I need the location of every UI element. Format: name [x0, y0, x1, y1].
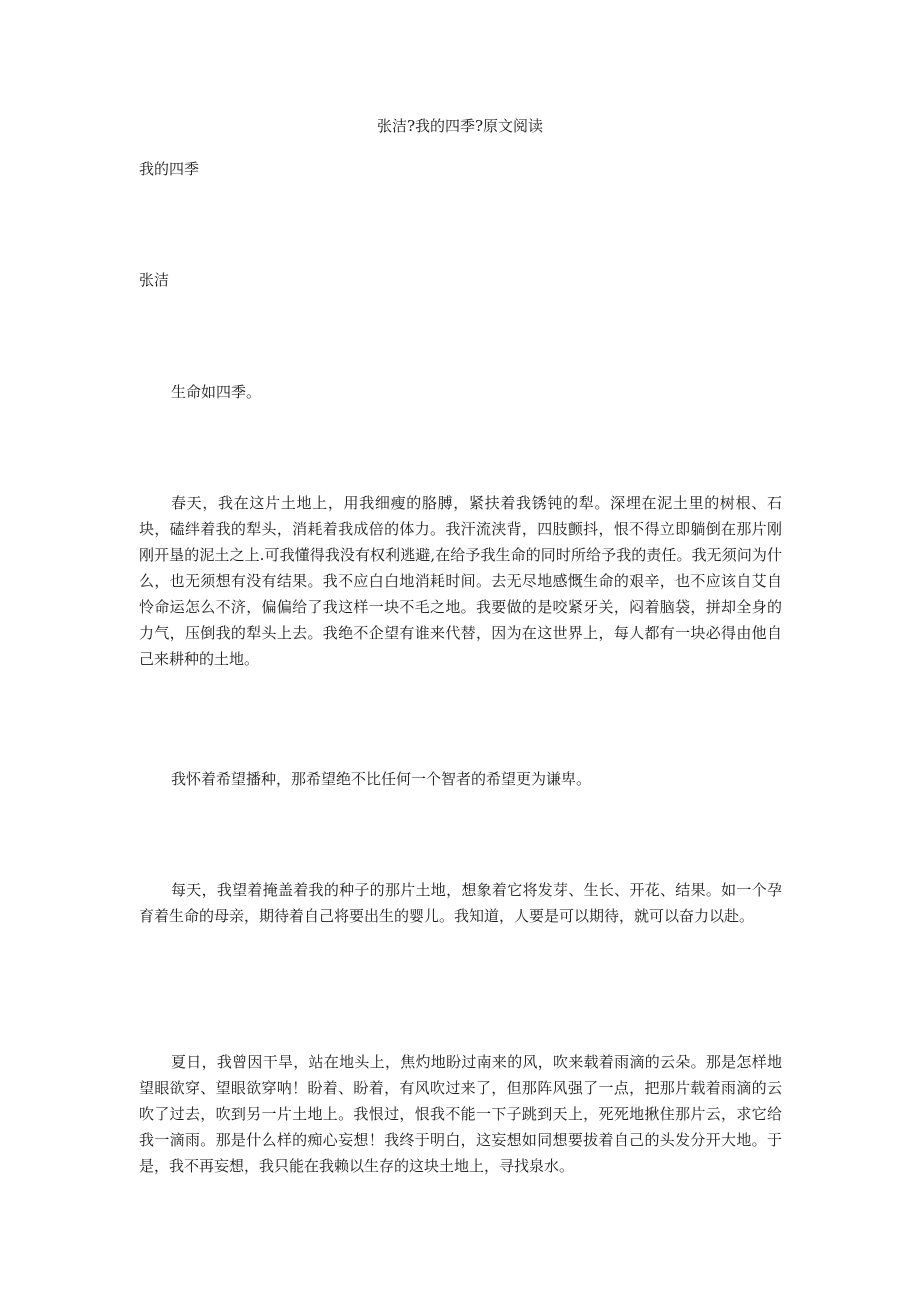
paragraph-1: 生命如四季。: [171, 383, 262, 401]
paragraph-4: 每天，我望着掩盖着我的种子的那片土地，想象着它将发芽、生长、开花、结果。如一个孕育着生命的母亲，期待着自己将要出生的婴儿。我知道，人要是可以期待，就可以奋力以赴。: [139, 881, 782, 925]
paragraph-3: 我怀着希望播种，那希望绝不比任何一个智者的希望更为谦卑。: [171, 770, 592, 788]
essay-title: 我的四季: [139, 160, 200, 178]
paragraph-2: 春天，我在这片土地上，用我细瘦的胳膊，紧扶着我锈钝的犁。深埋在泥土里的树根、石块，磕绊着我的犁头，消耗着我成倍的体力。我汗流浃背，四肢颤抖，恨不得立即躺倒在那片刚刚开垦的泥土之上.可我懂得我没有权利逃避,在给予我生命的同时所给予我的责任。我无须问为什么，也无须想有没有结果。我不应白白地消耗时间。去无尽地感慨生命的艰辛，也不应该自艾自怜命运怎么不济，偏偏给了我这样一块不毛之地。我要做的是咬紧牙关，闷着脑袋，拼却全身的力气，压倒我的犁头上去。我绝不企望有谁来代替，因为在这世界上，每人都有一块必得由他自己来耕种的土地。: [139, 494, 782, 668]
author-name: 张洁: [139, 271, 170, 289]
paragraph-5: 夏日，我曾因干旱，站在地头上，焦灼地盼过南来的风，吹来载着雨滴的云朵。那是怎样地望眼欲穿、望眼欲穿呐！盼着、盼着，有风吹过来了，但那阵风强了一点，把那片载着雨滴的云吹了过去，吹到另一片土地上。我恨过，恨我不能一下子跳到天上，死死地揪住那片云，求它给我一滴雨。那是什么样的痴心妄想！我终于明白，这妄想如同想要拔着自己的头发分开大地。于是，我不再妄想，我只能在我赖以生存的这块土地上，寻找泉水。: [139, 1053, 782, 1175]
document-title: 张洁?我的四季?原文阅读: [376, 117, 544, 135]
